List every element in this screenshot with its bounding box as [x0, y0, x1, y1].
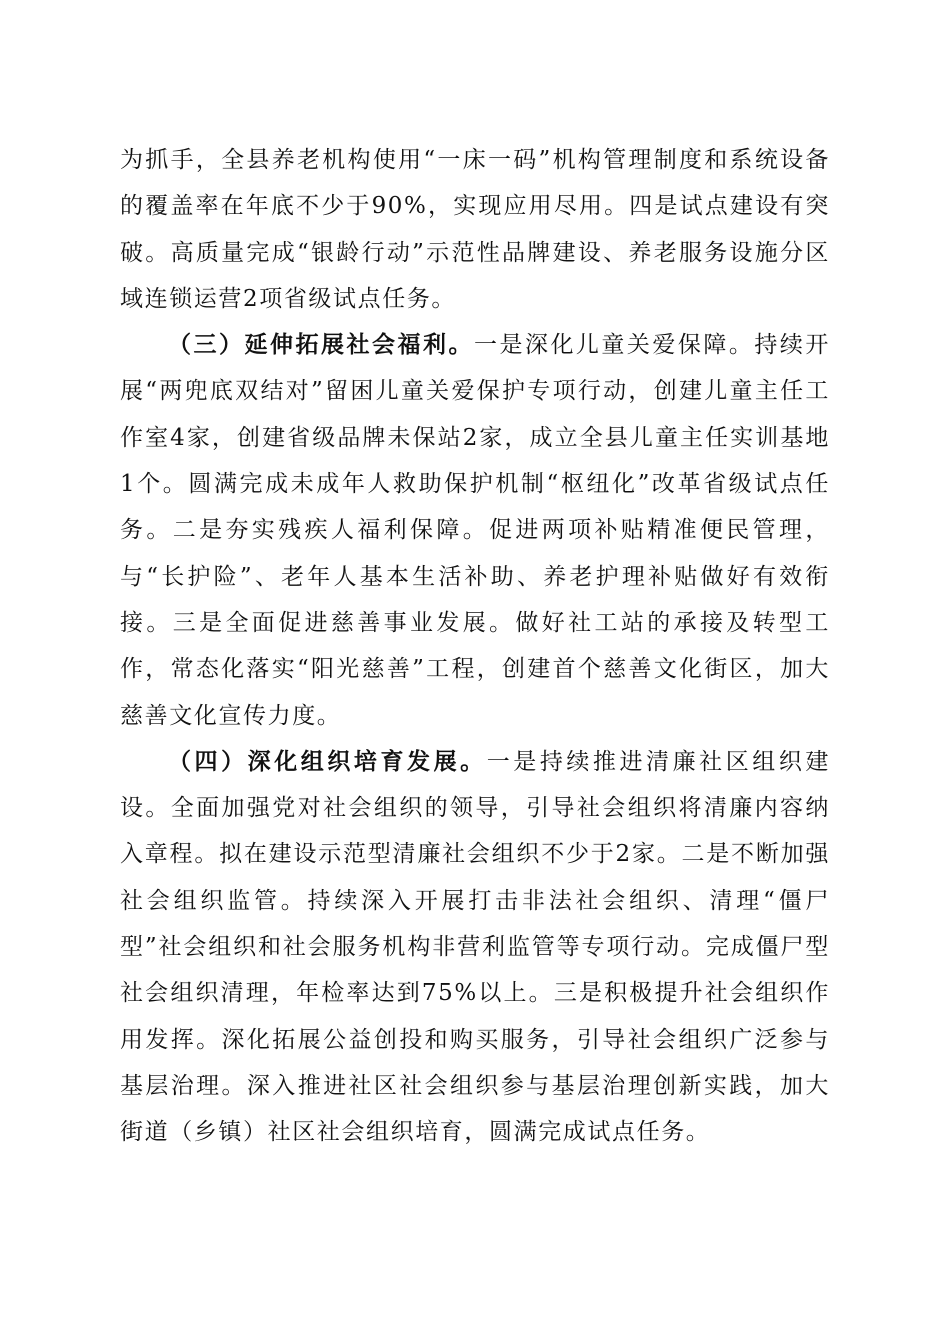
paragraph-body: 为抓手，全县养老机构使用“一床一码”机构管理制度和系统设备的覆盖率在年底不少于90%，实现应用尽用。四是试点建设有突破。高质量完成“银龄行动”示范性品牌建设、养老服务设施分区域连锁运营2项省级试点任务。 — [120, 147, 830, 312]
document-page — [120, 137, 830, 1156]
section-heading: （四）深化组织培育发展。 — [168, 747, 487, 775]
paragraph-body: 一是持续推进清廉社区组织建设。全面加强党对社会组织的领导，引导社会组织将清廉内容纳入章程。拟在建设示范型清廉社会组织不少于2家。二是不断加强社会组织监管。持续深入开展打击非法社会组织、清理“僵尸型”社会组织和社会服务机构非营利监管等专项行动。完成僵尸型社会组织清理，年检率达到75%以上。三是积极提升社会组织作用发挥。深化拓展公益创投和购买服务，引导社会组织广泛参与基层治理。深入推进社区社会组织参与基层治理创新实践，加大街道（乡镇）社区社会组织培育，圆满完成试点任务。 — [120, 748, 830, 1146]
paragraph-section-three — [120, 322, 830, 739]
paragraph-body: 一是深化儿童关爱保障。持续开展“两兜底双结对”留困儿童关爱保护专项行动，创建儿童主任工作室4家，创建省级品牌未保站2家，成立全县儿童主任实训基地1个。圆满完成未成年人救助保护机制“枢纽化”改革省级试点任务。二是夯实残疾人福利保障。促进两项补贴精准便民管理，与“长护险”、老年人基本生活补助、养老护理补贴做好有效衔接。三是全面促进慈善事业发展。做好社工站的承接及转型工作，常态化落实“阳光慈善”工程，创建首个慈善文化街区，加大慈善文化宣传力度。 — [120, 332, 830, 729]
paragraph-continuation — [120, 137, 830, 322]
section-heading: （三）延伸拓展社会福利。 — [168, 331, 474, 359]
paragraph-section-four — [120, 739, 830, 1156]
